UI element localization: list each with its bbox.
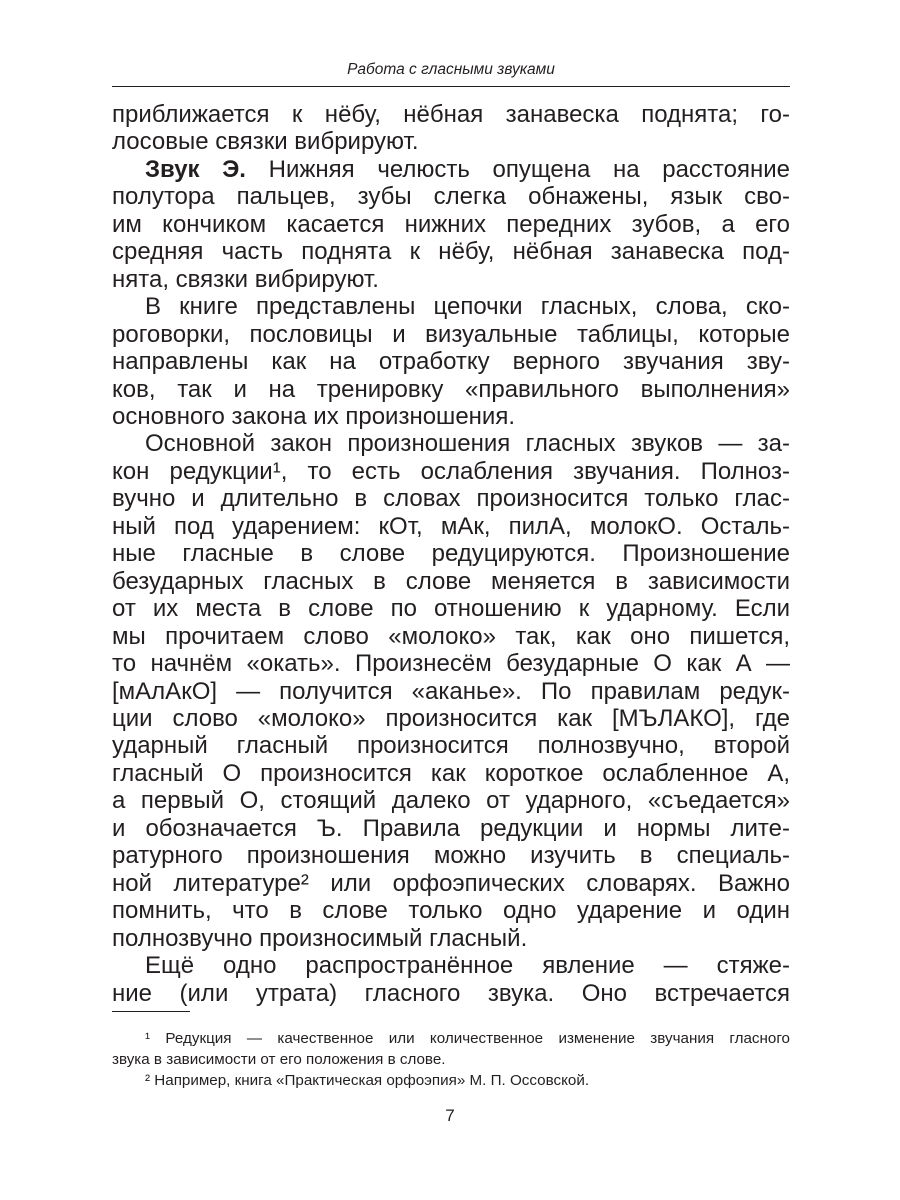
text-line	[112, 128, 790, 155]
text-line	[112, 211, 790, 238]
text-line	[112, 732, 790, 759]
text-line	[112, 705, 790, 732]
footnote-2	[112, 1070, 790, 1091]
line-text: полутора пальцев, зубы слегка обнажены, язык сво-	[112, 183, 790, 211]
footnotes	[112, 1028, 790, 1091]
footnote-line: ¹ Редукция — качественное или количественное изменение звучания гласного	[145, 1030, 790, 1047]
line-text: Ещё одно распространённое явление — стяже-	[145, 952, 790, 980]
line-text: лосовые связки вибрируют.	[112, 128, 419, 156]
line-text: и обозначается Ъ. Правила редукции и нормы лите-	[112, 814, 790, 842]
text-line	[112, 485, 790, 512]
line-text: от их места в слове по отношению к ударному. Если	[112, 595, 790, 623]
text-line	[112, 870, 790, 897]
line-text: нята, связки вибрируют.	[112, 265, 379, 293]
text-line	[112, 458, 790, 485]
text-line	[112, 925, 790, 952]
line-text: им кончиком касается нижних передних зубов, а его	[112, 210, 790, 238]
line-text: Нижняя челюсть опущена на расстояние	[245, 155, 790, 183]
line-text: основного закона их произношения.	[112, 402, 515, 430]
text-line	[112, 678, 790, 705]
line-text: то начнём «окать». Произнесём безударные О как А —	[112, 650, 790, 678]
running-header: Работа с гласными звуками	[347, 61, 555, 78]
line-text: кон редукции¹, то есть ослабления звучания. Полноз-	[112, 457, 790, 485]
text-line	[112, 238, 790, 265]
line-text: Основной закон произношения гласных звуков — за-	[145, 430, 790, 458]
text-line	[112, 815, 790, 842]
text-line	[112, 348, 790, 375]
text-line	[112, 952, 790, 979]
line-text: гласный О произносится как короткое ослабленное А,	[112, 759, 790, 787]
line-text: безударных гласных в слове меняется в зависимости	[112, 567, 790, 595]
text-line	[112, 897, 790, 924]
line-text: направлены как на отработку верного звучания зву-	[112, 348, 790, 376]
bold-term: Звук Э.	[145, 155, 246, 183]
line-text: а первый О, стоящий далеко от ударного, «съедается»	[112, 787, 790, 815]
text-line	[112, 430, 790, 457]
page-number: 7	[445, 1106, 455, 1125]
text-line	[112, 266, 790, 293]
footnote-rule	[112, 1011, 190, 1012]
text-line	[112, 980, 790, 1007]
text-line	[112, 513, 790, 540]
footnote-1	[112, 1028, 790, 1070]
line-text: ный под ударением: кОт, мАк, пилА, молокО. Осталь-	[112, 512, 790, 540]
line-text: ции слово «молоко» произносится как [МЪЛАКО], где	[112, 704, 790, 732]
text-line	[112, 101, 790, 128]
text-line	[112, 650, 790, 677]
text-line	[112, 760, 790, 787]
line-text: вучно и длительно в словах произносится только глас-	[112, 485, 790, 513]
text-line	[112, 842, 790, 869]
line-text: полнозвучно произносимый гласный.	[112, 924, 528, 952]
text-line	[112, 293, 790, 320]
text-line	[112, 787, 790, 814]
line-text: ратурного произношения можно изучить в специаль-	[112, 842, 790, 870]
line-text: ударный гласный произносится полнозвучно, второй	[112, 732, 790, 760]
text-line	[112, 623, 790, 650]
text-line	[112, 540, 790, 567]
line-text: помнить, что в слове только одно ударение и один	[112, 897, 790, 925]
text-line	[112, 321, 790, 348]
line-text: [мАлАкО] — получится «аканье». По правилам редук-	[112, 677, 790, 705]
body-text	[112, 101, 790, 1007]
text-line	[112, 595, 790, 622]
text-line	[112, 156, 790, 183]
footnote-line: ² Например, книга «Практическая орфоэпия» М. П. Оссовской.	[145, 1072, 590, 1089]
text-line	[112, 376, 790, 403]
line-text: роговорки, пословицы и визуальные таблицы, которые	[112, 320, 790, 348]
text-line	[112, 568, 790, 595]
line-text: ной литературе² или орфоэпических словарях. Важно	[112, 869, 790, 897]
header-rule	[112, 86, 790, 87]
line-text: ные гласные в слове редуцируются. Произношение	[112, 540, 790, 568]
text-line	[112, 183, 790, 210]
line-text: приближается к нёбу, нёбная занавеска поднята; го-	[112, 101, 790, 128]
line-text: В книге представлены цепочки гласных, слова, ско-	[145, 293, 790, 321]
footnote-line: звука в зависимости от его положения в слове.	[112, 1051, 446, 1068]
line-text: ние (или утрата) гласного звука. Оно встречается	[112, 979, 790, 1007]
text-line	[112, 403, 790, 430]
line-text: мы прочитаем слово «молоко» так, как оно пишется,	[112, 622, 790, 650]
line-text: ков, так и на тренировку «правильного выполнения»	[112, 375, 790, 403]
line-text: средняя часть поднята к нёбу, нёбная занавеска под-	[112, 238, 790, 266]
